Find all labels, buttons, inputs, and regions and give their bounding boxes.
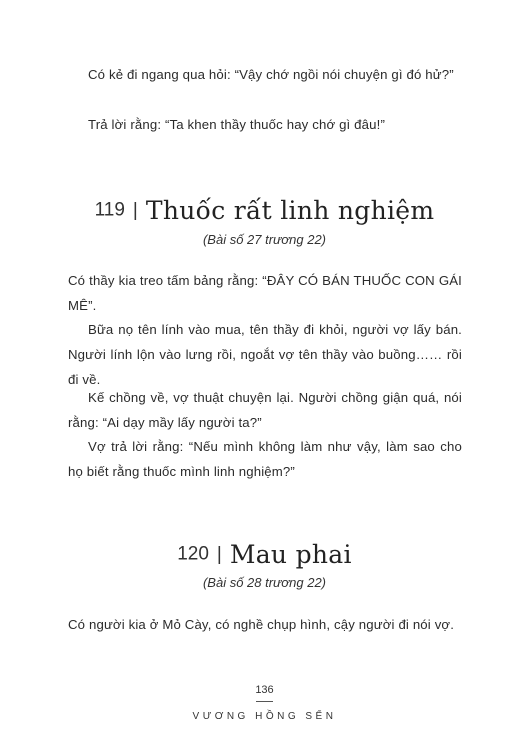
paragraph-top-2: Trả lời rằng: “Ta khen thầy thuốc hay chớ gì đâu!” (88, 117, 385, 132)
section-120-subtitle: (Bài số 28 trương 22) (202, 575, 327, 590)
section-119-separator: | (132, 199, 138, 221)
footer-divider (256, 701, 273, 702)
section-120-heading (0, 540, 529, 569)
section-119-paragraph-2: Bữa nọ tên lính vào mua, tên thầy đi khỏi, người vợ lấy bán. Người lính lộn vào lưng rồi, ngoắt vợ tên thầy vào buồng…… rồi đi về. (68, 322, 462, 387)
section-119-heading (0, 196, 529, 225)
section-120-number: 120 (177, 543, 209, 565)
section-119-paragraph-3: Kế chồng về, vợ thuật chuyện lại. Người chồng giận quá, nói rằng: “Ai dạy mầy lấy người ta?” (68, 390, 462, 430)
section-120-paragraph-1: Có người kia ở Mỏ Cày, có nghề chụp hình, cậy người đi nói vợ. (68, 617, 455, 632)
section-119-number: 119 (94, 199, 125, 221)
paragraph-top-1: Có kẻ đi ngang qua hỏi: “Vậy chớ ngồi nói chuyện gì đó hử?” (88, 67, 454, 82)
section-119-paragraph-4: Vợ trả lời rằng: “Nếu mình không làm như vậy, làm sao cho họ biết rằng thuốc mình linh nghiệm?” (68, 439, 462, 479)
section-119-title: Thuốc rất linh nghiệm (145, 196, 435, 225)
section-119-paragraph-1: Có thầy kia treo tấm bảng rằng: “ĐÂY CÓ BÁN THUỐC CON GÁI MÊ”. (68, 273, 462, 313)
page-number: 136 (255, 684, 274, 696)
section-120-separator: | (216, 543, 222, 565)
section-119-subtitle: (Bài số 27 trương 22) (202, 232, 327, 247)
section-120-title: Mau phai (229, 540, 352, 569)
author-name: VƯƠNG HỒNG SỂN (192, 711, 337, 722)
